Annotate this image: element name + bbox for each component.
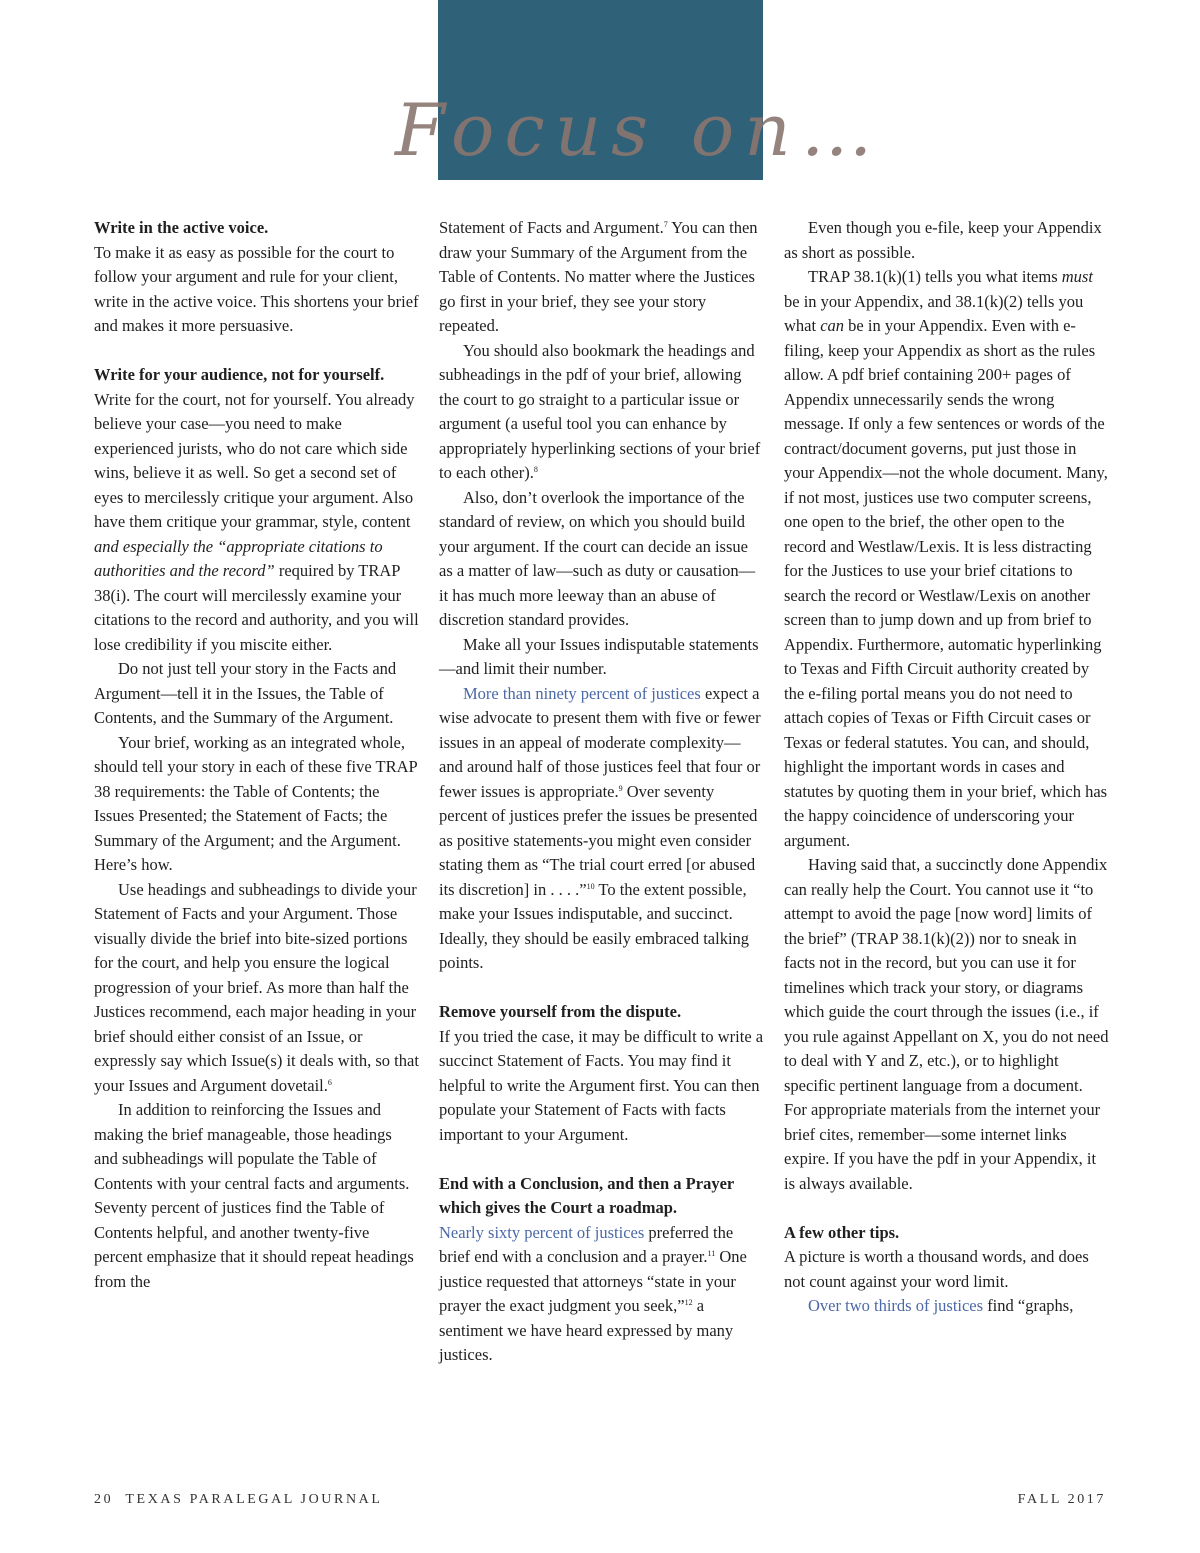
paragraph: To make it as easy as possible for the court to follow your argument and rule for your client, write in the active voice. This shortens your brief and makes it more persuasive. (94, 242, 419, 335)
footer-left (94, 1492, 383, 1508)
paragraph: TRAP 38.1(k)(1) tells you what items must be in your Appendix, and 38.1(k)(2) tells you what can be in your Appendix. Even with e-filing, keep your Appendix as short as the rules allow. A pdf brief containing 200+ pages of Appendix unnecessarily sends the wrong message. If only a few sentences or words of the contract/document governs, put just those in your Appendix—not the whole document. Many, if not most, justices use two computer screens, one open to the brief, the other open to the record and Westlaw/Lexis. It is less distracting for the Justices to use your brief citations to search the record or Westlaw/Lexis on another screen than to jump down and up from brief to Appendix. Furthermore, automatic hyperlinking to Texas and Fifth Circuit authority created by the e-filing portal means you do not need to attach copies of Texas or Fifth Circuit cases or Texas or federal statutes. You can, and should, highlight the important words in cases and statutes by quoting them in your brief, which has the happy coincidence of underscoring your argument. (784, 267, 1108, 850)
paragraph: Having said that, a succinctly done Appendix can really help the Court. You cannot use it “to attempt to avoid the page [now word] limits of the brief” (TRAP 38.1(k)(2)) nor to sneak in facts not in the record, but you can use it for timelines which track your story, or diagrams which guide the court through the issues (i.e., if you rule against Appellant on X, you do not need to deal with Y and Z, etc.), or to highlight specific pertinent language from a document. For appropriate materials from the internet your brief cites, remember—some internet links expire. If you have the pdf in your Appendix, it is always available. (784, 855, 1109, 1193)
paragraph: In addition to reinforcing the Issues and making the brief manageable, those headings and subheadings will populate the Table of Contents with your central facts and arguments. Seventy percent of justices find the Table of Contents helpful, and another twenty-five percent emphasize that it should repeat headings from the (94, 1100, 414, 1291)
heading-conclusion-prayer: End with a Conclusion, and then a Prayer which gives the Court a roadmap. (439, 1173, 734, 1217)
paragraph: You should also bookmark the headings and subheadings in the pdf of your brief, allowing the court to go straight to a particular issue or argument (a useful tool you can enhance by appropriately hyperlinking sections of your brief to each other).$^8$ (439, 340, 761, 482)
paragraph: Write for the court, not for yourself. You already believe your case—you need to make experienced jurists, who do not care which side wins, believe it as well. So get a second set of eyes to mercilessly critique your argument. Also have them critique your grammar, style, content and especially the “appropriate citations to authorities and the record” required by TRAP 38(i). The court will mercilessly examine your citations to the record and authority, and you will lose credibility if you miscite either. (94, 389, 419, 654)
highlight-link: More than ninety percent of justices (463, 683, 701, 703)
heading-remove-yourself: Remove yourself from the dispute. (439, 1002, 682, 1021)
footer-issue: FALL 2017 (1017, 1492, 1106, 1507)
paragraph: Statement of Facts and Argument.$^7$ You can then draw your Summary of the Argument from the Table of Contents. No matter where the Justices go first in your brief, they see your story repeated. (439, 218, 758, 335)
paragraph: Make all your Issues indisputable statements—and limit their number. (439, 634, 759, 678)
focus-on-script-title (385, 70, 883, 190)
paragraph: Your brief, working as an integrated whole, should tell your story in each of these five TRAP 38 requirements: the Table of Contents; the Issues Presented; the Statement of Facts; the Summary of the Argument; and the Argument. Here’s how. (94, 732, 418, 874)
paragraph: Over two thirds of justices find “graphs, (808, 1296, 1074, 1315)
footnote-ref: 10 (586, 881, 595, 891)
paragraph: More than ninety percent of justices expect a wise advocate to present them with five or fewer issues in an appeal of moderate complexity—and around half of those justices feel that four or fewer issues is appropriate.$^9$ Over seventy percent of justices prefer the issues be presented as positive statements-you might even consider stating them as “The trial court erred [or abused its discretion] in . . . .”$^{10}$ To the extent possible, make your Issues indisputable, and succinct. Ideally, they should be easily embraced talking points. (439, 683, 761, 972)
paragraph: Use headings and subheadings to divide your Statement of Facts and your Argument. Those visually divide the brief into bite-sized portions for the court, and help you ensure the logical progression of your brief. As more than half the Justices recommend, each major heading in your brief should either consist of an Issue, or expressly say which Issue(s) it deals with, so that your Issues and Argument dovetail.$^6$ (94, 879, 419, 1095)
footnote-ref: 11 (707, 1249, 716, 1258)
paragraph: Do not just tell your story in the Facts and Argument—tell it in the Issues, the Table of Contents, and the Summary of the Argument. (94, 659, 397, 727)
heading-other-tips: A few other tips. (784, 1222, 900, 1242)
footnote-ref: 7 (663, 220, 668, 229)
highlight-link: Over two thirds of justices (808, 1296, 984, 1315)
footnote-ref: 9 (618, 783, 623, 793)
paragraph: Nearly sixty percent of justices preferred the brief end with a conclusion and a prayer.$^{11}$ One justice requested that attorneys “state in your prayer the exact judgment you seek,”$^{12}$ a sentiment we have heard expressed by many justices. (439, 1222, 747, 1364)
highlight-link: Nearly sixty percent of justices (439, 1222, 645, 1242)
footnote-ref: 12 (684, 1298, 693, 1307)
paragraph: A picture is worth a thousand words, and does not count against your word limit. (784, 1247, 1089, 1291)
column-3 (784, 216, 1109, 1319)
heading-active-voice: Write in the active voice. (94, 218, 269, 237)
paragraph: Even though you e-file, keep your Appendix as short as possible. (784, 218, 1102, 262)
page-number: 20 (94, 1492, 114, 1507)
emphasis: and especially the “appropriate citations to authorities and the record” (94, 536, 383, 580)
paragraph: Also, don’t overlook the importance of the standard of review, on which you should build your argument. If the court can decide an issue as a matter of law—such as duty or causation—it has much more leeway than an abuse of discretion standard provides. (439, 487, 756, 629)
column-2 (439, 216, 764, 1368)
footnote-ref: 6 (327, 1077, 332, 1087)
heading-audience: Write for your audience, not for yourself. (94, 365, 385, 384)
column-1 (94, 216, 419, 1294)
script-title-text: Focus on… (395, 88, 883, 172)
paragraph: If you tried the case, it may be difficult to write a succinct Statement of Facts. You may find it helpful to write the Argument first. You can then populate your Statement of Facts with facts important to your Argument. (439, 1026, 764, 1144)
journal-name: TEXAS PARALEGAL JOURNAL (125, 1492, 383, 1507)
footnote-ref: 8 (533, 465, 538, 474)
